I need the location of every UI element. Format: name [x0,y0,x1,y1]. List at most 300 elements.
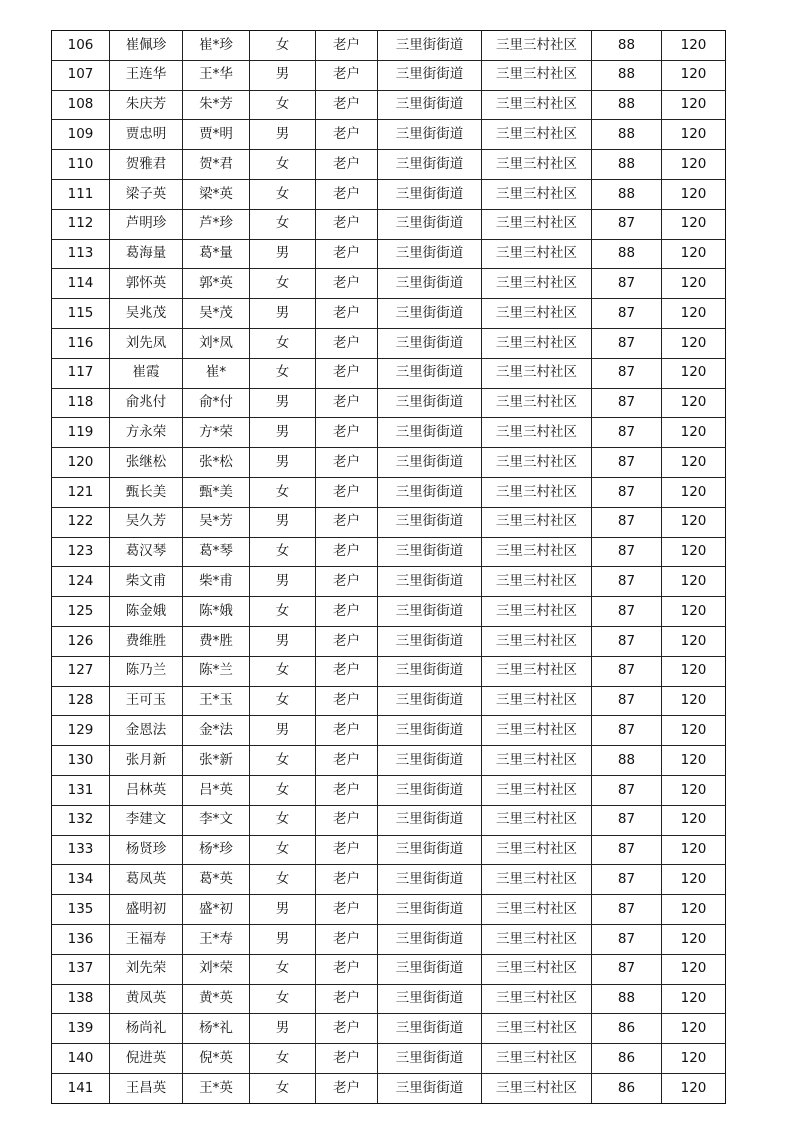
cell-household-type: 老户 [316,90,378,120]
cell-age: 88 [592,31,662,61]
cell-community: 三里三村社区 [482,686,592,716]
cell-masked-name: 梁*英 [183,179,250,209]
cell-index: 137 [52,954,110,984]
table-row [52,835,726,865]
cell-household-type: 老户 [316,895,378,925]
cell-community: 三里三村社区 [482,269,592,299]
cell-household-type: 老户 [316,1073,378,1103]
table-row [52,1073,726,1103]
cell-subdistrict: 三里街街道 [378,507,482,537]
cell-household-type: 老户 [316,269,378,299]
cell-subdistrict: 三里街街道 [378,954,482,984]
cell-household-type: 老户 [316,984,378,1014]
cell-index: 107 [52,60,110,90]
cell-subdistrict: 三里街街道 [378,1073,482,1103]
cell-masked-name: 倪*英 [183,1044,250,1074]
cell-subdistrict: 三里街街道 [378,567,482,597]
table-row [52,716,726,746]
cell-community: 三里三村社区 [482,656,592,686]
table-row [52,418,726,448]
table-row [52,388,726,418]
cell-gender: 男 [250,567,316,597]
cell-amount: 120 [662,805,726,835]
cell-community: 三里三村社区 [482,239,592,269]
cell-full-name: 陈乃兰 [110,656,183,686]
cell-full-name: 张继松 [110,448,183,478]
cell-gender: 女 [250,209,316,239]
cell-gender: 女 [250,865,316,895]
cell-amount: 120 [662,1044,726,1074]
cell-household-type: 老户 [316,507,378,537]
cell-age: 88 [592,150,662,180]
cell-age: 87 [592,835,662,865]
cell-household-type: 老户 [316,299,378,329]
cell-age: 87 [592,567,662,597]
cell-masked-name: 王*寿 [183,924,250,954]
cell-subdistrict: 三里街街道 [378,299,482,329]
cell-age: 87 [592,686,662,716]
table-row [52,60,726,90]
cell-age: 87 [592,597,662,627]
cell-gender: 男 [250,626,316,656]
table-row [52,626,726,656]
cell-index: 118 [52,388,110,418]
cell-masked-name: 盛*初 [183,895,250,925]
cell-household-type: 老户 [316,179,378,209]
table-row [52,775,726,805]
cell-full-name: 郭怀英 [110,269,183,299]
cell-full-name: 吴兆茂 [110,299,183,329]
cell-index: 113 [52,239,110,269]
cell-household-type: 老户 [316,1014,378,1044]
cell-subdistrict: 三里街街道 [378,418,482,448]
table-row [52,537,726,567]
cell-age: 86 [592,1073,662,1103]
cell-subdistrict: 三里街街道 [378,209,482,239]
cell-age: 87 [592,775,662,805]
cell-amount: 120 [662,388,726,418]
cell-subdistrict: 三里街街道 [378,448,482,478]
cell-age: 87 [592,507,662,537]
cell-masked-name: 黄*英 [183,984,250,1014]
cell-subdistrict: 三里街街道 [378,716,482,746]
cell-full-name: 陈金娥 [110,597,183,627]
cell-index: 131 [52,775,110,805]
cell-age: 88 [592,60,662,90]
cell-index: 129 [52,716,110,746]
cell-age: 88 [592,984,662,1014]
cell-masked-name: 朱*芳 [183,90,250,120]
cell-household-type: 老户 [316,626,378,656]
cell-community: 三里三村社区 [482,418,592,448]
cell-subdistrict: 三里街街道 [378,656,482,686]
cell-community: 三里三村社区 [482,60,592,90]
cell-community: 三里三村社区 [482,865,592,895]
cell-community: 三里三村社区 [482,209,592,239]
cell-gender: 女 [250,954,316,984]
cell-amount: 120 [662,895,726,925]
cell-masked-name: 张*新 [183,746,250,776]
cell-full-name: 费维胜 [110,626,183,656]
cell-age: 87 [592,865,662,895]
cell-subdistrict: 三里街街道 [378,1044,482,1074]
cell-age: 87 [592,716,662,746]
cell-gender: 女 [250,179,316,209]
cell-masked-name: 方*荣 [183,418,250,448]
cell-masked-name: 柴*甫 [183,567,250,597]
cell-index: 125 [52,597,110,627]
cell-full-name: 甄长美 [110,477,183,507]
cell-subdistrict: 三里街街道 [378,865,482,895]
cell-amount: 120 [662,299,726,329]
cell-amount: 120 [662,1014,726,1044]
cell-index: 108 [52,90,110,120]
cell-subdistrict: 三里街街道 [378,1014,482,1044]
cell-index: 106 [52,31,110,61]
cell-full-name: 金恩法 [110,716,183,746]
cell-index: 112 [52,209,110,239]
cell-amount: 120 [662,150,726,180]
cell-index: 122 [52,507,110,537]
cell-community: 三里三村社区 [482,299,592,329]
table-row [52,954,726,984]
cell-household-type: 老户 [316,1044,378,1074]
cell-full-name: 柴文甫 [110,567,183,597]
cell-index: 120 [52,448,110,478]
cell-index: 130 [52,746,110,776]
table-row [52,746,726,776]
cell-age: 87 [592,924,662,954]
cell-amount: 120 [662,686,726,716]
cell-community: 三里三村社区 [482,328,592,358]
table-row [52,865,726,895]
cell-community: 三里三村社区 [482,31,592,61]
cell-household-type: 老户 [316,656,378,686]
cell-masked-name: 崔*珍 [183,31,250,61]
cell-age: 88 [592,239,662,269]
cell-full-name: 崔佩珍 [110,31,183,61]
cell-community: 三里三村社区 [482,358,592,388]
cell-full-name: 王连华 [110,60,183,90]
cell-amount: 120 [662,239,726,269]
cell-index: 139 [52,1014,110,1044]
cell-age: 87 [592,388,662,418]
cell-household-type: 老户 [316,805,378,835]
table-row [52,448,726,478]
table-row [52,209,726,239]
table-row [52,656,726,686]
cell-gender: 男 [250,716,316,746]
cell-amount: 120 [662,120,726,150]
cell-community: 三里三村社区 [482,150,592,180]
cell-subdistrict: 三里街街道 [378,358,482,388]
cell-index: 133 [52,835,110,865]
cell-household-type: 老户 [316,567,378,597]
cell-amount: 120 [662,477,726,507]
cell-full-name: 刘先荣 [110,954,183,984]
cell-full-name: 芦明珍 [110,209,183,239]
cell-index: 135 [52,895,110,925]
table-row [52,179,726,209]
cell-community: 三里三村社区 [482,388,592,418]
cell-masked-name: 崔* [183,358,250,388]
cell-full-name: 王昌英 [110,1073,183,1103]
cell-index: 136 [52,924,110,954]
cell-masked-name: 杨*珍 [183,835,250,865]
cell-subdistrict: 三里街街道 [378,31,482,61]
cell-community: 三里三村社区 [482,1073,592,1103]
cell-age: 87 [592,209,662,239]
cell-community: 三里三村社区 [482,626,592,656]
cell-amount: 120 [662,269,726,299]
cell-amount: 120 [662,775,726,805]
table-row [52,120,726,150]
cell-age: 87 [592,328,662,358]
cell-gender: 男 [250,448,316,478]
cell-gender: 女 [250,1044,316,1074]
cell-masked-name: 葛*英 [183,865,250,895]
cell-household-type: 老户 [316,865,378,895]
cell-full-name: 贺雅君 [110,150,183,180]
cell-amount: 120 [662,507,726,537]
cell-community: 三里三村社区 [482,924,592,954]
cell-amount: 120 [662,746,726,776]
cell-gender: 女 [250,358,316,388]
table-row [52,1014,726,1044]
table-row [52,924,726,954]
cell-masked-name: 芦*珍 [183,209,250,239]
cell-subdistrict: 三里街街道 [378,835,482,865]
cell-amount: 120 [662,716,726,746]
cell-gender: 女 [250,328,316,358]
cell-community: 三里三村社区 [482,954,592,984]
cell-age: 87 [592,805,662,835]
cell-amount: 120 [662,418,726,448]
cell-amount: 120 [662,954,726,984]
cell-index: 111 [52,179,110,209]
cell-household-type: 老户 [316,418,378,448]
cell-full-name: 葛凤英 [110,865,183,895]
table-row [52,686,726,716]
cell-gender: 女 [250,656,316,686]
cell-masked-name: 王*华 [183,60,250,90]
cell-full-name: 朱庆芳 [110,90,183,120]
cell-gender: 女 [250,537,316,567]
cell-gender: 女 [250,597,316,627]
cell-age: 87 [592,448,662,478]
cell-gender: 男 [250,507,316,537]
table-row [52,90,726,120]
cell-gender: 女 [250,269,316,299]
cell-subdistrict: 三里街街道 [378,537,482,567]
cell-household-type: 老户 [316,60,378,90]
cell-amount: 120 [662,597,726,627]
cell-gender: 女 [250,746,316,776]
cell-gender: 女 [250,805,316,835]
cell-age: 87 [592,954,662,984]
cell-index: 127 [52,656,110,686]
cell-community: 三里三村社区 [482,448,592,478]
cell-amount: 120 [662,656,726,686]
cell-subdistrict: 三里街街道 [378,597,482,627]
cell-community: 三里三村社区 [482,477,592,507]
cell-community: 三里三村社区 [482,179,592,209]
cell-subdistrict: 三里街街道 [378,239,482,269]
cell-amount: 120 [662,984,726,1014]
cell-age: 87 [592,299,662,329]
cell-amount: 120 [662,60,726,90]
cell-amount: 120 [662,209,726,239]
cell-masked-name: 甄*美 [183,477,250,507]
cell-full-name: 杨尚礼 [110,1014,183,1044]
cell-amount: 120 [662,448,726,478]
cell-household-type: 老户 [316,597,378,627]
cell-index: 114 [52,269,110,299]
roster-body [52,31,726,1104]
cell-subdistrict: 三里街街道 [378,179,482,209]
cell-household-type: 老户 [316,716,378,746]
cell-gender: 男 [250,299,316,329]
cell-gender: 女 [250,686,316,716]
cell-community: 三里三村社区 [482,775,592,805]
table-row [52,805,726,835]
cell-masked-name: 葛*琴 [183,537,250,567]
cell-full-name: 盛明初 [110,895,183,925]
cell-community: 三里三村社区 [482,507,592,537]
cell-index: 115 [52,299,110,329]
cell-gender: 男 [250,924,316,954]
cell-gender: 男 [250,388,316,418]
cell-index: 134 [52,865,110,895]
table-row [52,150,726,180]
table-row [52,239,726,269]
cell-index: 141 [52,1073,110,1103]
cell-subdistrict: 三里街街道 [378,90,482,120]
cell-index: 121 [52,477,110,507]
cell-community: 三里三村社区 [482,805,592,835]
cell-household-type: 老户 [316,835,378,865]
cell-subdistrict: 三里街街道 [378,984,482,1014]
cell-full-name: 黄凤英 [110,984,183,1014]
cell-gender: 男 [250,60,316,90]
cell-age: 88 [592,746,662,776]
cell-community: 三里三村社区 [482,537,592,567]
cell-gender: 女 [250,31,316,61]
cell-gender: 女 [250,477,316,507]
cell-age: 87 [592,537,662,567]
cell-community: 三里三村社区 [482,1014,592,1044]
cell-amount: 120 [662,567,726,597]
cell-index: 124 [52,567,110,597]
cell-full-name: 张月新 [110,746,183,776]
cell-age: 88 [592,179,662,209]
cell-gender: 女 [250,1073,316,1103]
table-row [52,269,726,299]
cell-household-type: 老户 [316,209,378,239]
table-row [52,358,726,388]
cell-age: 87 [592,269,662,299]
cell-masked-name: 李*文 [183,805,250,835]
cell-full-name: 王可玉 [110,686,183,716]
cell-age: 88 [592,90,662,120]
cell-masked-name: 张*松 [183,448,250,478]
cell-gender: 女 [250,775,316,805]
cell-household-type: 老户 [316,358,378,388]
cell-household-type: 老户 [316,328,378,358]
cell-full-name: 杨贤珍 [110,835,183,865]
cell-masked-name: 吴*茂 [183,299,250,329]
table-row [52,597,726,627]
cell-household-type: 老户 [316,120,378,150]
cell-full-name: 葛海量 [110,239,183,269]
cell-community: 三里三村社区 [482,716,592,746]
table-row [52,299,726,329]
cell-index: 116 [52,328,110,358]
cell-masked-name: 杨*礼 [183,1014,250,1044]
cell-index: 140 [52,1044,110,1074]
cell-household-type: 老户 [316,954,378,984]
table-row [52,477,726,507]
cell-full-name: 王福寿 [110,924,183,954]
cell-amount: 120 [662,90,726,120]
cell-community: 三里三村社区 [482,746,592,776]
cell-community: 三里三村社区 [482,120,592,150]
table-row [52,328,726,358]
cell-subdistrict: 三里街街道 [378,746,482,776]
cell-full-name: 俞兆付 [110,388,183,418]
cell-masked-name: 刘*荣 [183,954,250,984]
cell-community: 三里三村社区 [482,895,592,925]
cell-age: 86 [592,1014,662,1044]
cell-community: 三里三村社区 [482,835,592,865]
cell-gender: 男 [250,120,316,150]
cell-amount: 120 [662,865,726,895]
cell-age: 88 [592,120,662,150]
table-row [52,895,726,925]
cell-amount: 120 [662,626,726,656]
cell-full-name: 吕林英 [110,775,183,805]
cell-index: 128 [52,686,110,716]
cell-household-type: 老户 [316,924,378,954]
cell-subdistrict: 三里街街道 [378,924,482,954]
cell-index: 123 [52,537,110,567]
cell-full-name: 倪进英 [110,1044,183,1074]
cell-masked-name: 吕*英 [183,775,250,805]
cell-age: 87 [592,895,662,925]
cell-subdistrict: 三里街街道 [378,388,482,418]
cell-age: 87 [592,418,662,448]
cell-full-name: 崔霞 [110,358,183,388]
cell-age: 86 [592,1044,662,1074]
roster-table [51,30,726,1104]
cell-household-type: 老户 [316,448,378,478]
cell-full-name: 刘先凤 [110,328,183,358]
cell-masked-name: 王*玉 [183,686,250,716]
cell-amount: 120 [662,537,726,567]
table-row [52,567,726,597]
cell-subdistrict: 三里街街道 [378,60,482,90]
cell-subdistrict: 三里街街道 [378,686,482,716]
cell-community: 三里三村社区 [482,1044,592,1074]
cell-masked-name: 金*法 [183,716,250,746]
cell-masked-name: 刘*凤 [183,328,250,358]
cell-household-type: 老户 [316,239,378,269]
cell-index: 119 [52,418,110,448]
cell-subdistrict: 三里街街道 [378,150,482,180]
table-row [52,507,726,537]
cell-index: 117 [52,358,110,388]
table-row [52,984,726,1014]
